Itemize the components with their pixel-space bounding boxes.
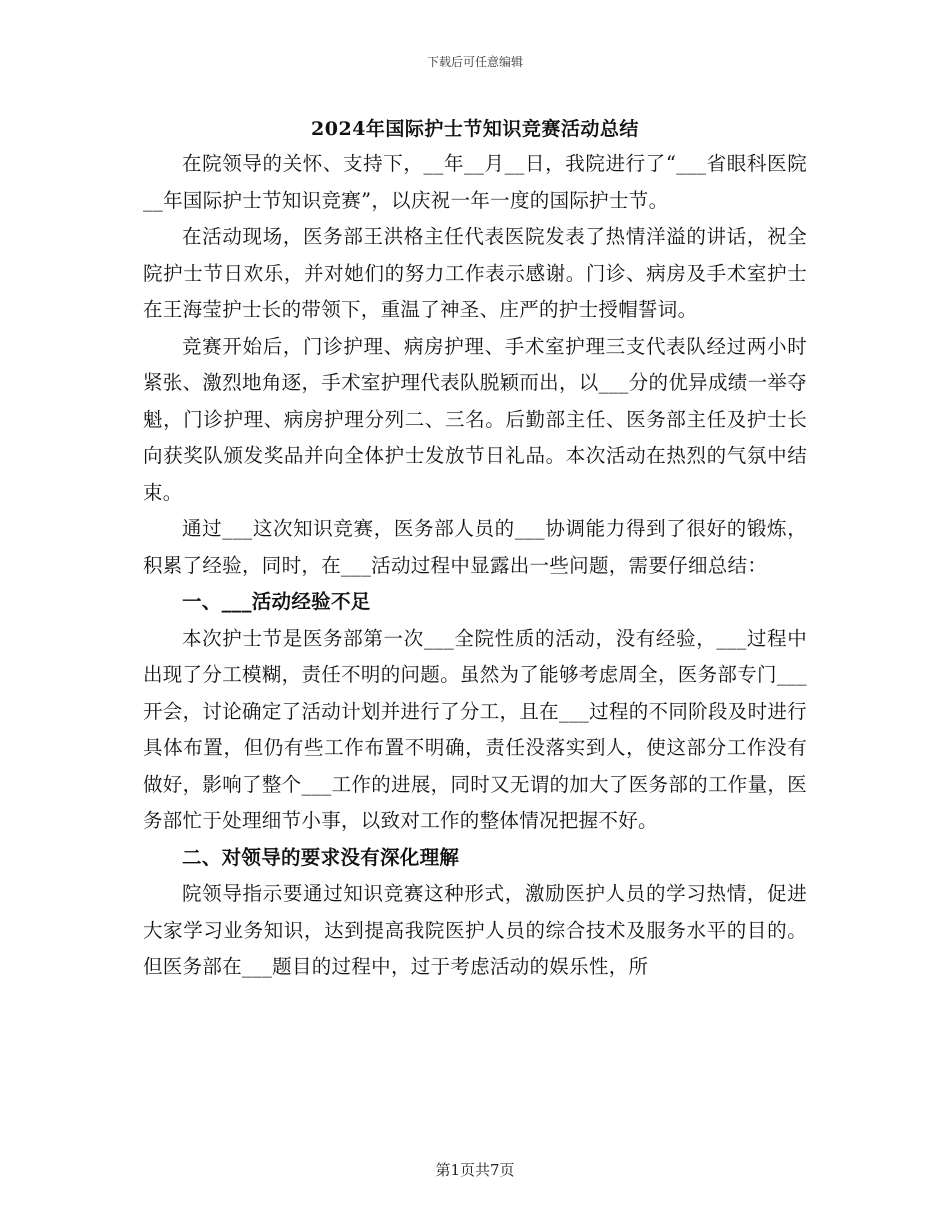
paragraph-intro: 在院领导的关怀、支持下，__年__月__日，我院进行了“___省眼科医院__年国际护士节知识竞赛”，以庆祝一年一度的国际护士节。 xyxy=(143,152,807,212)
page-number: 第1页共7页 xyxy=(435,1161,515,1179)
document-body xyxy=(143,146,807,986)
header-note: 下载后可任意编辑 xyxy=(426,55,523,69)
section-heading-1: 一、___活动经验不足 xyxy=(182,590,371,613)
paragraph-section-1: 本次护士节是医务部第一次___全院性质的活动，没有经验，___过程中出现了分工模糊，责任不明的问题。虽然为了能够考虑周全，医务部专门___开会，讨论确定了活动计划并进行了分工，且在___过程的不同阶段及时进行具体布置，但仍有些工作布置不明确，责任没落实到人，使这部分工作没有做好，影响了整个___工作的进展，同时又无谓的加大了医务部的工作量，医务部忙于处理细节小事，以致对工作的整体情况把握不好。 xyxy=(143,626,807,832)
section-heading-2: 二、对领导的要求没有深化理解 xyxy=(182,845,460,869)
paragraph-competition: 竞赛开始后，门诊护理、病房护理、手术室护理三支代表队经过两小时紧张、激烈地角逐，手术室护理代表队脱颖而出，以___分的优异成绩一举夺魁，门诊护理、病房护理分列二、三名。后勤部主任、医务部主任及护士长向获奖队颁发奖品并向全体护士发放节日礼品。本次活动在热烈的气氛中结束。 xyxy=(143,334,807,504)
paragraph-summary-intro: 通过___这次知识竞赛，医务部人员的___协调能力得到了很好的锻炼，积累了经验，同时，在___活动过程中显露出一些问题，需要仔细总结： xyxy=(143,517,807,577)
paragraph-section-2: 院领导指示要通过知识竞赛这种形式，激励医护人员的学习热情，促进大家学习业务知识，达到提高我院医护人员的综合技术及服务水平的目的。但医务部在___题目的过程中，过于考虑活动的娱乐性，所 xyxy=(143,882,807,978)
paragraph-venue: 在活动现场，医务部王洪格主任代表医院发表了热情洋溢的讲话，祝全院护士节日欢乐，并对她们的努力工作表示感谢。门诊、病房及手术室护士在王海莹护士长的带领下，重温了神圣、庄严的护士授帽誓词。 xyxy=(143,225,807,321)
document-title: 2024年国际护士节知识竞赛活动总结 xyxy=(311,118,639,140)
